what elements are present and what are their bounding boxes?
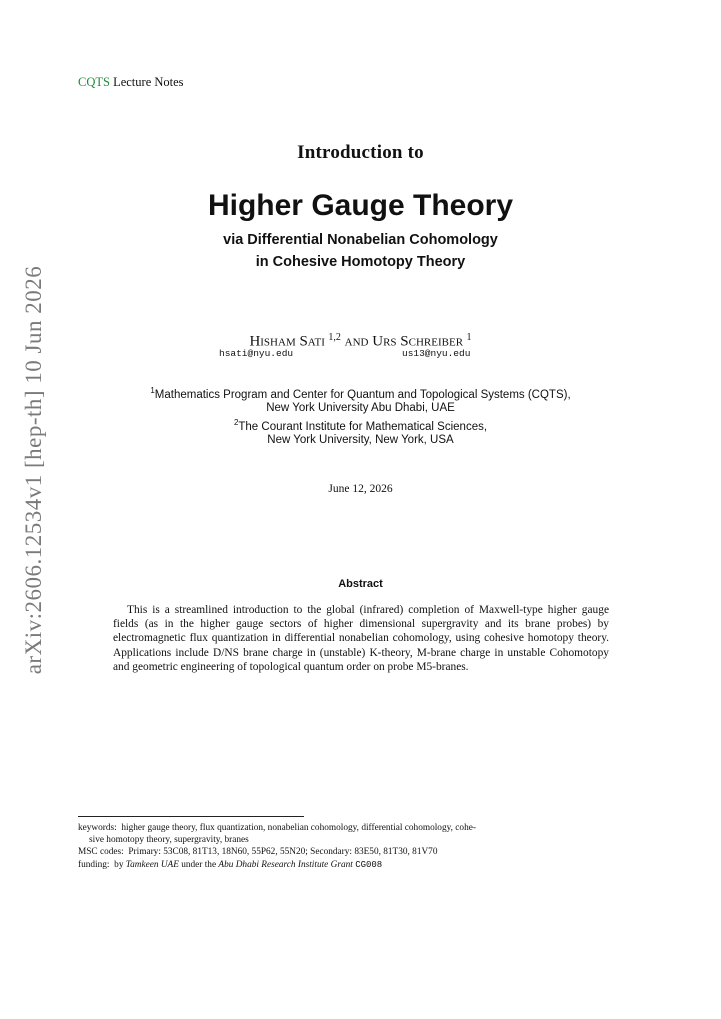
author2-name: Urs Schreiber bbox=[372, 333, 464, 350]
publication-date: June 12, 2026 bbox=[328, 483, 393, 495]
affiliation-2-text: The Courant Institute for Mathematical Sciences, bbox=[238, 420, 488, 433]
keywords-text-2: sive homotopy theory, supergravity, branes bbox=[89, 835, 249, 846]
author1-name: Hisham Sati bbox=[249, 333, 325, 350]
arxiv-identifier-stamp: arXiv:2606.12534v1 [hep-th] 10 Jun 2026 bbox=[21, 265, 46, 675]
funding-under: under the bbox=[178, 859, 219, 870]
footnotes bbox=[78, 822, 648, 871]
funding-code: CG008 bbox=[355, 859, 383, 870]
author1-email[interactable]: hsati@nyu.edu bbox=[219, 348, 294, 359]
msc-text: Primary: 53C08, 81T13, 18N60, 55P62, 55N20; Secondary: 83E50, 81T30, 81V70 bbox=[128, 847, 438, 858]
series-suffix: Lecture Notes bbox=[109, 75, 184, 89]
author1-affil-marks: 1,2 bbox=[328, 332, 341, 343]
affiliation-2-line-1 bbox=[0, 418, 721, 433]
title-intro: Introduction to bbox=[297, 142, 424, 163]
abstract-heading: Abstract bbox=[338, 578, 383, 590]
affiliation-1-mark: 1 bbox=[150, 386, 155, 395]
funding-line bbox=[78, 859, 648, 871]
funding-by: by bbox=[114, 859, 126, 870]
series-prefix: CQTS bbox=[78, 75, 110, 89]
series-header bbox=[78, 75, 184, 90]
footnote-rule bbox=[78, 816, 304, 817]
author-line bbox=[0, 332, 721, 351]
main-title: Higher Gauge Theory bbox=[207, 189, 514, 222]
msc-line bbox=[78, 846, 648, 858]
affiliation-1-text: Mathematics Program and Center for Quantum and Topological Systems (CQTS), bbox=[154, 388, 571, 401]
funding-grant: Abu Dhabi Research Institute Grant bbox=[218, 859, 353, 870]
author2-email[interactable]: us13@nyu.edu bbox=[402, 348, 471, 359]
author-conjunction: and bbox=[340, 333, 373, 350]
author2-affil-marks: 1 bbox=[466, 332, 472, 343]
affiliation-1-line-2: New York University Abu Dhabi, UAE bbox=[266, 402, 455, 414]
keywords-line bbox=[78, 822, 648, 834]
msc-label: MSC codes: bbox=[78, 847, 124, 858]
affiliation-2-mark: 2 bbox=[233, 418, 239, 427]
affiliation-2-line-2: New York University, New York, USA bbox=[267, 434, 454, 446]
subtitle-line-2: in Cohesive Homotopy Theory bbox=[255, 254, 466, 270]
affiliation-1-line-1 bbox=[0, 386, 721, 401]
subtitle-line-1: via Differential Nonabelian Cohomology bbox=[223, 232, 498, 248]
funding-label: funding: bbox=[78, 859, 110, 870]
keywords-label: keywords: bbox=[78, 823, 117, 833]
keywords-text-1: higher gauge theory, flux quantization, nonabelian cohomology, differential cohomology, cohe- bbox=[121, 823, 476, 833]
funding-org: Tamkeen UAE bbox=[125, 859, 179, 870]
abstract-body: This is a streamlined introduction to the global (infrared) completion of Maxwell-type higher gauge fields (as in the higher gauge sectors of higher dimensional supergravity and its brane probes) by electromagnetic flux quantization in differential nonabelian cohomology, using cohesive homotopy theory. Applications include D/NS brane charge in (unstable) K-theory, M-brane charge in unstable Cohomotopy and geometric engineering of topological quantum order on probe M5-branes. bbox=[113, 604, 609, 673]
